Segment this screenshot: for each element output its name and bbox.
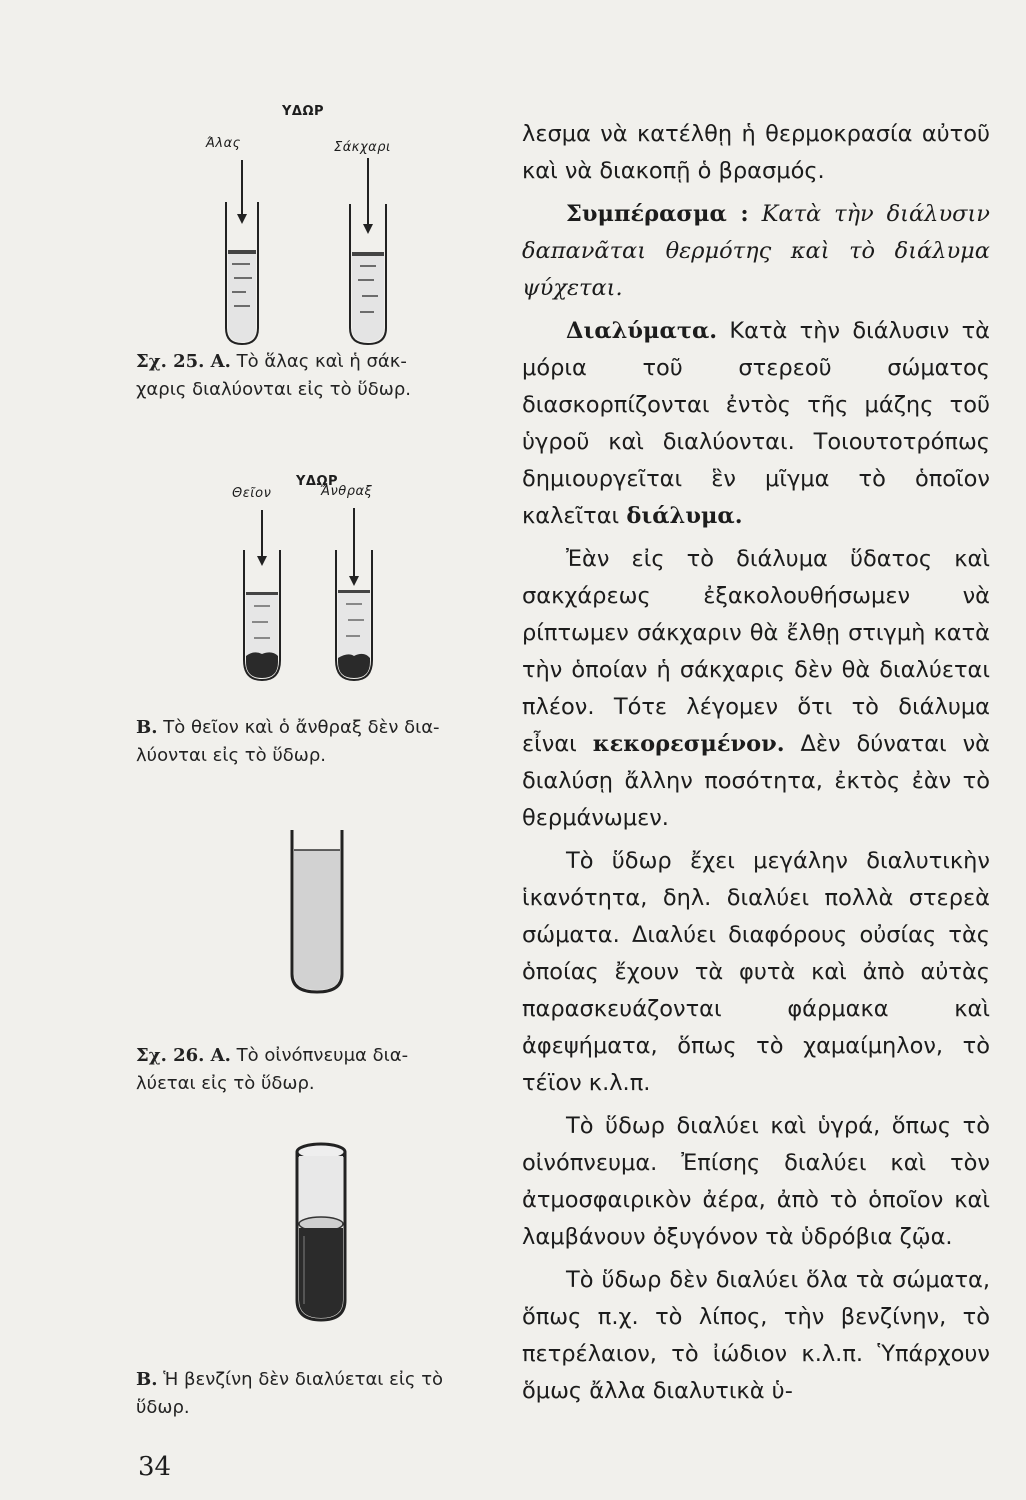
fig25b-caption-number: Β. [136, 717, 158, 738]
solutions-heading: Διαλύματα. [566, 318, 718, 344]
fig25a-label-salt: Άλας [206, 136, 241, 151]
paragraph-dissolving-power: Τὸ ὕδωρ ἔχει μεγάλην διαλυτικὴν ἱκανότητα, δηλ. διαλύει πολλὰ στερεὰ σώματα. Διαλύει διαφόρους οὐσίας τὰς ὁποίας ἔχουν τὰ φυτὰ καὶ ἀπὸ αὐτὰς παρασκευάζονται φάρμακα καὶ ἀφεψήματα, ὅπως τὸ χαμαίμηλον, τὸ τέϊον κ.λ.π. [522, 848, 990, 1096]
fig26a-caption-number: Σχ. 26. Α. [136, 1045, 231, 1066]
fig25a-caption-line2: χαρις διαλύονται εἰς τὸ ὕδωρ. [136, 379, 412, 400]
solutions-body: Κατὰ τὴν διάλυσιν τὰ μόρια τοῦ στερεοῦ σώματος διασκορπίζονται ἐντὸς τῆς μάζης τοῦ ὑγροῦ καὶ διαλύονται. Τοιουτοτρόπως δημιουργεῖται ἓν μῖγμα τὸ ὁποῖον καλεῖται [522, 318, 990, 529]
fig26a-test-tube [282, 826, 352, 996]
paragraph-solutions [522, 313, 990, 535]
saturated-body-b: Δὲν δύναται νὰ διαλύσῃ ἄλλην ποσότητα, ἐκτὸς ἐὰν τὸ θερμάνωμεν. [522, 731, 990, 831]
paragraph-liquids: Τὸ ὕδωρ διαλύει καὶ ὑγρά, ὅπως τὸ οἰνόπνευμα. Ἐπίσης διαλύει καὶ τὸν ἀτμοσφαιρικὸν ἀέρα, ἀπὸ τὸ ὁποῖον καὶ λαμβάνουν ὀξυγόνον τὰ ὑδρόβια ζῷα. [522, 1113, 990, 1250]
fig25a-caption-number: Σχ. 25. Α. [136, 351, 231, 372]
fig25b-caption-line1: Τὸ θεῖον καὶ ὁ ἄνθραξ δὲν δια- [163, 717, 440, 738]
fig25a-title: ΥΔΩΡ [282, 104, 325, 119]
fig26b-caption-line1: Ἡ βενζίνη δὲν διαλύεται εἰς τὸ [163, 1369, 444, 1390]
paragraph-conclusion [522, 196, 990, 307]
fig25b-label-sulfur: Θεῖον [232, 486, 272, 501]
fig25b-label-carbon: Ἄνθραξ [320, 484, 373, 499]
solutions-term: διάλυμα. [626, 503, 743, 529]
body-text-column [522, 116, 990, 1416]
fig26b-caption-line2: ὕδωρ. [136, 1397, 190, 1418]
fig26b-caption-number: Β. [136, 1369, 158, 1390]
left-figure-column [0, 0, 510, 1500]
fig25b-caption [136, 714, 496, 770]
saturated-term: κεκορεσμένον. [592, 731, 785, 757]
fig25a-label-sugar: Σάκχαρι [334, 140, 391, 155]
fig26a-caption [136, 1042, 496, 1098]
conclusion-body: Κατὰ τὴν διάλυσιν δαπανᾶται θερμότης καὶ τὸ διάλυμα ψύχεται. [522, 201, 990, 301]
fig25b-title: ΥΔΩΡ [296, 474, 339, 489]
fig25a-caption-line1: Τὸ ἅλας καὶ ἡ σάκ- [236, 351, 407, 372]
paragraph-saturated [522, 541, 990, 837]
saturated-body-a: Ἐὰν εἰς τὸ διάλυμα ὕδατος καὶ σακχάρεως ἐξακολουθήσωμεν νὰ ρίπτωμεν σάκχαριν θὰ ἔλθῃ στιγμὴ κατὰ τὴν ὁποίαν ἡ σάκχαρις δὲν θὰ διαλύεται πλέον. Τότε λέγομεν ὅτι τὸ διάλυμα εἶναι [522, 546, 990, 757]
fig25b-caption-line2: λύονται εἰς τὸ ὕδωρ. [136, 745, 326, 766]
fig26b-test-tube [290, 1140, 352, 1324]
page-number: 34 [138, 1452, 172, 1482]
fig25a-caption [136, 348, 496, 404]
fig25b-test-tubes [228, 504, 378, 694]
paragraph-1: λεσμα νὰ κατέλθῃ ἡ θερμοκρασία αὐτοῦ καὶ νὰ διακοπῇ ὁ βρασμός. [522, 121, 990, 184]
fig26a-caption-line2: λύεται εἰς τὸ ὕδωρ. [136, 1073, 315, 1094]
fig25a-test-tubes [210, 150, 400, 350]
fig26b-caption [136, 1366, 506, 1422]
paragraph-insoluble: Τὸ ὕδωρ δὲν διαλύει ὅλα τὰ σώματα, ὅπως π.χ. τὸ λίπος, τὴν βενζίνην, τὸ πετρέλαιον, τὸ ἰώδιον κ.λ.π. Ὑπάρχουν ὅμως ἄλλα διαλυτικὰ ὑ- [522, 1267, 990, 1404]
fig26a-caption-line1: Τὸ οἰνόπνευμα δια- [236, 1045, 409, 1066]
conclusion-heading: Συμπέρασμα : [566, 201, 749, 227]
